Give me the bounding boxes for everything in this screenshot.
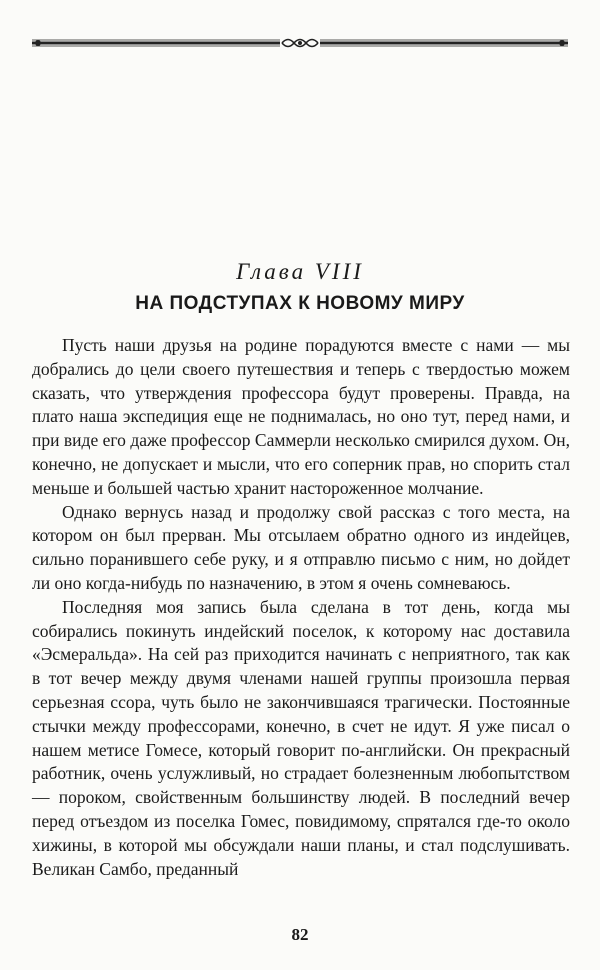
paragraph: Однако вернусь назад и продолжу свой рассказ с того места, на котором он был прерван. Мы отсылаем обратно одного из индейцев, сильно поранившего себе руку, и я отправлю письмо с ним, но дойдет ли оно когда-нибудь по назначению, в этом я очень сомневаюсь. <box>32 501 570 593</box>
paragraph: Пусть наши друзья на родине порадуются вместе с нами — мы добрались до цели своего путешествия и теперь с твердостью можем сказать, что утверждения профессора будут проверены. Правда, на плато наша экспедиция еще не поднималась, но оно тут, перед нами, и при виде его даже профессор Саммерли несколько смирился духом. Он, конечно, не допускает и мысли, что его соперник прав, но спорить стал меньше и большей частью хранит настороженное молчание. <box>32 335 570 498</box>
paragraph: Последняя моя запись была сделана в тот день, когда мы собирались покинуть индейский поселок, к которому нас доставила «Эсмеральда». На сей раз приходится начинать с неприятного, так как в тот вечер между двумя членами нашей группы произошла первая серьезная ссора, чуть было не закончившаяся трагически. Постоянные стычки между профессорами, конечно, в счет не идут. Я уже писал о нашем метисе Гомесе, который говорит по-английски. Он прекрасный работник, очень услужливый, но страдает болезненным любопытством — пороком, свойственным большинству людей. В последний вечер перед отъездом из поселка Гомес, повидимому, спрятался где-то около хижины, в которой мы обсуждали наши планы, и стал подслушивать. Великан Самбо, преданный <box>32 596 570 879</box>
chapter-title: НА ПОДСТУПАХ К НОВОМУ МИРУ <box>135 293 465 314</box>
page-number: 82 <box>291 925 309 944</box>
chapter-body <box>32 334 570 881</box>
header-ornament <box>30 35 570 51</box>
chapter-label: Глава VIII <box>236 259 364 284</box>
